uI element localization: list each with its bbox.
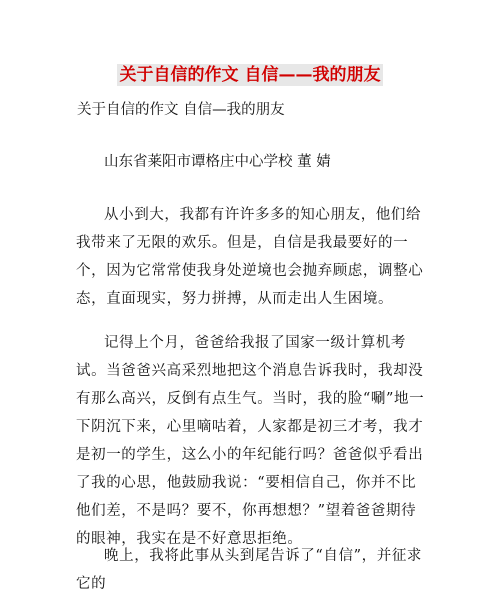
title-bar bbox=[0, 64, 500, 86]
document-title: 关于自信的作文 自信——我的朋友 bbox=[117, 64, 384, 86]
author-line: 山东省莱阳市谭格庄中心学校 董 婧 bbox=[104, 154, 331, 170]
paragraph-2: 记得上个月，爸爸给我报了国家一级计算机考试。当爸爸兴高采烈地把这个消息告诉我时，我却没有那么高兴，反倒有点生气。当时，我的脸“唰”地一下阴沉下来，心里嘀咕着，人家都是初三才考，我才是初一的学生，这么小的年纪能行吗？爸爸似乎看出了我的心思，他鼓励我说：“要相信自己，你并不比他们差，不是吗？要不，你再想想？”望着爸爸期待的眼神，我实在是不好意思拒绝。 bbox=[76, 335, 425, 547]
paragraph-1: 从小到大，我都有许许多多的知心朋友，他们给我带来了无限的欢乐。但是，自信是我最要好的一个，因为它常常使我身处逆境也会抛弃顾虑，调整心态，直面现实，努力拼搏，从而走出人生困境。 bbox=[76, 207, 424, 307]
essay-subtitle: 关于自信的作文 自信—我的朋友 bbox=[77, 102, 285, 118]
paragraph-3: 晚上，我将此事从头到尾告诉了“自信”，并征求它的 bbox=[76, 548, 423, 592]
